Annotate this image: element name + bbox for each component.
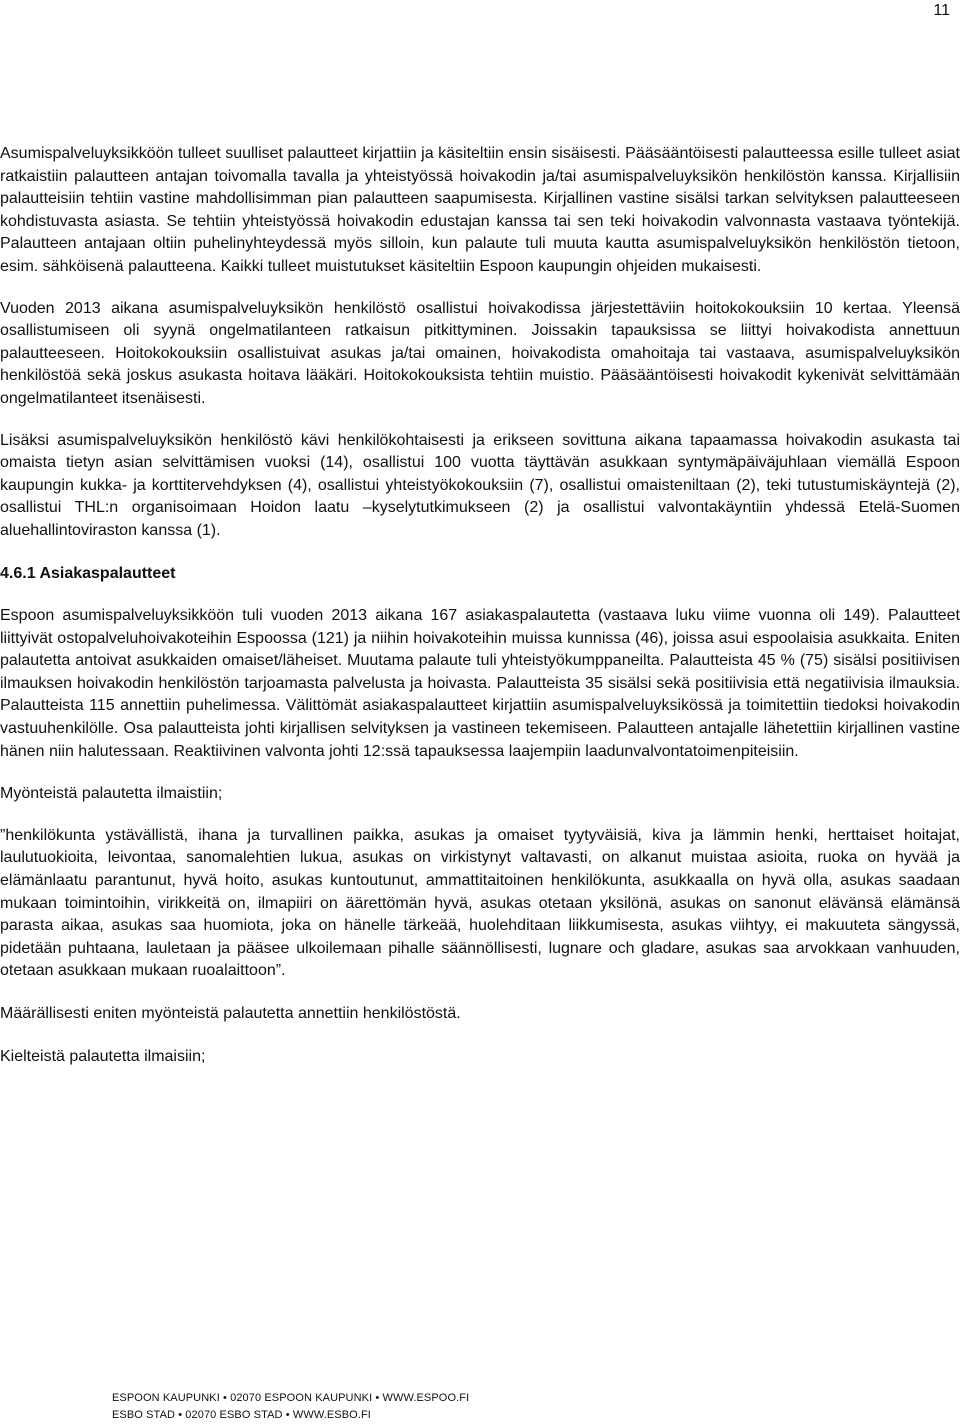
paragraph-staff-feedback: Määrällisesti eniten myönteistä palautetta annettiin henkilöstöstä.: [0, 1005, 461, 1022]
document-body: [0, 143, 960, 1068]
page-number: 11: [933, 2, 950, 19]
paragraph-care-meetings: Vuoden 2013 aikana asumispalveluyksikön henkilöstö osallistui hoivakodissa järjestettäviin hoitokokouksiin 10 kertaa. Yleensä osallistumiseen oli syynä ongelmatilanteen ratkaisun pitkittyminen. Joissakin tapauksissa se liittyi hoivakodista annettuun palautteeseen. Hoitokokouksiin osallistuivat asukas ja/tai omainen, hoivakodista omahoitaja tai vastaava, asumispalveluyksikön henkilöstöä sekä joskus asukasta hoitava lääkäri. Hoitokokouksista tehtiin muistio. Pääsääntöisesti hoivakodit kykenivät selvittämään ongelmatilanteet itsenäisesti.: [0, 299, 960, 407]
footer-line-swedish: ESBO STAD • 02070 ESBO STAD • WWW.ESBO.FI: [112, 1409, 371, 1421]
paragraph-customer-feedback: Espoon asumispalveluyksikköön tuli vuoden 2013 aikana 167 asiakaspalautetta (vastaava luku viime vuonna oli 149). Palautteet liittyivät ostopalveluhoivakoteihin Espoossa (121) ja niihin hoivakoteihin muissa kunnissa (46), joissa asui espoolaisia asukkaita. Eniten palautetta antoivat asukkaiden omaiset/läheiset. Muutama palaute tuli yhteistyökumppaneilta. Palautteista 45 % (75) sisälsi positiivisen ilmauksen hoivakodin henkilöstön tarjoamasta palvelusta ja hoivasta. Palautteista 35 sisälsi sekä positiivisia että negatiivisia ilmauksia. Palautteista 115 annettiin puhelimessa. Välittömät asiakaspalautteet kirjattiin asumispalveluyksikössä ja toimitettiin tiedoksi hoivakodin vastuuhenkilölle. Osa palautteista johti kirjallisen selvityksen ja vastineen tekemiseen. Palautteen antajalle lähetettiin kirjallinen vastine hänen niin halutessaan. Reaktiivinen valvonta johti 12:ssä tapauksessa laajempiin laadunvalvontatoimenpiteisiin.: [0, 607, 960, 760]
page-footer: [112, 1390, 469, 1424]
section-heading: 4.6.1 Asiakaspalautteet: [0, 564, 176, 582]
footer-line-finnish: ESPOON KAUPUNKI • 02070 ESPOON KAUPUNKI • WWW.ESPOO.FI: [112, 1392, 470, 1404]
paragraph-oral-feedback-handling: Asumispalveluyksikköön tulleet suulliset palautteet kirjattiin ja käsiteltiin ensin sisäisesti. Pääsääntöisesti palautteessa esille tulleet asiat ratkaistiin palautteen antajan toivomalla tavalla ja yhteistyössä hoivakodin ja/tai asumispalveluyksikön henkilöstön kanssa. Kirjallisiin palautteisiin tehtiin vastine mahdollisimman pian palautteen saapumisesta. Kirjallinen vastine sisälsi tarkan selvityksen palautteeseen kohdistuvasta asiasta. Se tehtiin yhteistyössä hoivakodin edustajan kanssa tai sen teki hoivakodin valvonnasta vastaava työntekijä. Palautteen antajaan oltiin puhelinyhteydessä myös silloin, kun palaute tuli muuta kautta asumispalveluyksikön henkilöstön tietoon, esim. sähköisenä palautteena. Kaikki tulleet muistutukset käsiteltiin Espoon kaupungin ohjeiden mukaisesti.: [0, 145, 960, 275]
paragraph-additional-visits: Lisäksi asumispalveluyksikön henkilöstö kävi henkilökohtaisesti ja erikseen sovittuna aikana tapaamassa hoivakodin asukasta tai omaista tietyn asian selvittämisen vuoksi (14), osallistui 100 vuotta täyttävän asukkaan syntymäpäiväjuhlaan viemällä Espoon kaupungin kukka- ja korttitervehdyksen (4), osallistui yhteistyökokouksiin (7), osallistui omaisteniltaan (2), teki tutustumiskäyntejä (2), osallistui THL:n organisoimaan Hoidon laatu –kyselytutkimukseen (2) ja osallistui valvontakäyntiin yhdessä Etelä-Suomen aluehallintoviraston kanssa (1).: [0, 431, 960, 539]
paragraph-negative-intro: Kielteistä palautetta ilmaisiin;: [0, 1047, 206, 1065]
paragraph-positive-quote: ”henkilökunta ystävällistä, ihana ja turvallinen paikka, asukas ja omaiset tyytyväisiä, kiva ja lämmin henki, herttaiset hoitajat, laulutuokioita, leivontaa, sanomalehtien lukua, asukas on virkistynyt valtavasti, on alkanut muistaa asioita, ruoka on hyvää ja elämänlaatu parantunut, hyvä hoito, asukas kuntoutunut, ammattitaitoinen henkilökunta, asukkaalla on hyvä olla, asukas saadaan mukaan toimintoihin, virikkeitä on, ilmapiiri on äärettömän hyvä, asukas otetaan yksilönä, asukas on sanonut elävänsä elämänsä parasta aikaa, asukas saa huomiota, joka on hänelle tärkeää, huolehditaan liikkumisesta, asukas viihtyy, ei makuuteta sängyssä, pidetään puhtaana, lauletaan ja pääsee ulkoilemaan pihalle säännöllisesti, lugnare och gladare, asukas saa arvokkaan vanhuuden, otetaan asukkaan mukaan ruoalaittoon”.: [0, 826, 960, 980]
paragraph-positive-intro: Myönteistä palautetta ilmaistiin;: [0, 785, 223, 803]
